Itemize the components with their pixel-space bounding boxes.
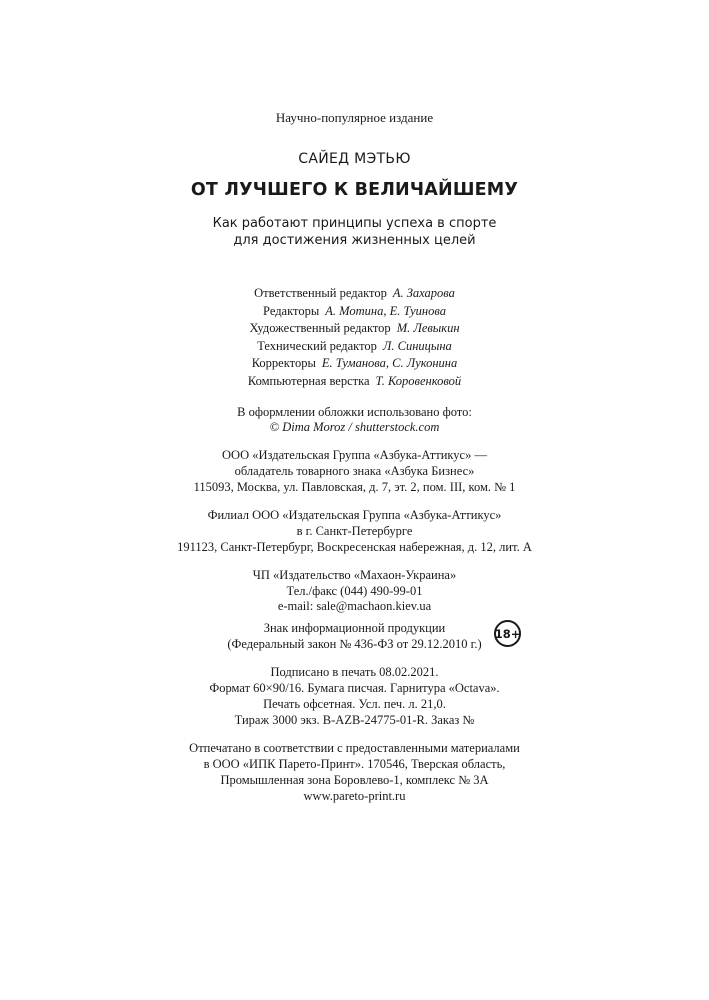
cover-photo-note: В оформлении обложки использовано фото: — [237, 405, 472, 419]
credit-role: Компьютерная верстка — [247, 373, 370, 388]
credit-role: Корректоры — [251, 356, 316, 370]
printer-line-2: в ООО «ИПК Парето-Принт». 170546, Тверская область, — [203, 757, 506, 771]
printer-line-3: Промышленная зона Боровлево-1, комплекс № 3А — [220, 773, 489, 787]
credit-names: М. Левыкин — [396, 321, 460, 335]
print-format: Формат 60×90/16. Бумага писчая. Гарнитура «Octava». — [209, 681, 500, 695]
printer-website: www.pareto-print.ru — [303, 789, 406, 803]
branch-line-1: Филиал ООО «Издательская Группа «Азбука-Аттикус» — [207, 508, 502, 522]
printer-line-1: Отпечатано в соответствии с предоставленными материалами — [189, 741, 520, 755]
print-run: Тираж 3000 экз. B-AZB-24775-01-R. Заказ № — [234, 713, 475, 727]
credit-role: Ответственный редактор — [254, 286, 387, 300]
cover-photo-credit: © Dima Moroz / shutterstock.com — [269, 420, 440, 434]
ukraine-phone: Тел./факс (044) 490-99-01 — [286, 584, 423, 598]
credit-names: Т. Коровенковой — [375, 373, 462, 388]
credit-row — [0, 285, 709, 303]
book-title: ОТ ЛУЧШЕГО К ВЕЛИЧАЙШЕМУ — [190, 180, 519, 200]
publisher-address: 115093, Москва, ул. Павловская, д. 7, эт. 2, пом. III, ком. № 1 — [193, 480, 516, 494]
credit-role: Художественный редактор — [249, 321, 391, 335]
ukraine-email: e-mail: sale@machaon.kiev.ua — [277, 599, 432, 613]
credit-row — [0, 373, 709, 391]
ukraine-publisher: ЧП «Издательство «Махаон-Украина» — [252, 568, 457, 582]
credit-names: Е. Туманова, С. Луконина — [321, 356, 458, 370]
subtitle-line-2: для достижения жизненных целей — [233, 233, 476, 248]
credit-names: Л. Синицына — [382, 338, 452, 353]
print-signed: Подписано в печать 08.02.2021. — [270, 665, 439, 679]
branch-address: 191123, Санкт-Петербург, Воскресенская набережная, д. 12, лит. А — [177, 540, 532, 554]
credit-row — [0, 355, 709, 373]
credit-role: Технический редактор — [257, 338, 377, 353]
genre-label: Научно-популярное издание — [275, 110, 434, 125]
credit-row — [0, 320, 709, 338]
publisher-line-2: обладатель товарного знака «Азбука Бизнес» — [234, 464, 475, 478]
age-rating-badge: 18+ — [494, 620, 521, 647]
credit-row — [0, 338, 709, 356]
credit-row — [0, 303, 709, 321]
credit-names: А. Захарова — [392, 286, 455, 300]
credits-list — [0, 285, 709, 390]
credit-role: Редакторы — [263, 303, 320, 318]
branch-line-2: в г. Санкт-Петербурге — [296, 524, 413, 538]
publisher-line-1: ООО «Издательская Группа «Азбука-Аттикус» — — [222, 448, 487, 462]
info-sign-line-1: Знак информационной продукции — [263, 621, 446, 635]
print-method: Печать офсетная. Усл. печ. л. 21,0. — [263, 697, 446, 711]
info-sign-line-2: (Федеральный закон № 436-ФЗ от 29.12.2010 г.) — [227, 637, 482, 651]
author-name: САЙЕД МЭТЬЮ — [298, 151, 411, 167]
subtitle-line-1: Как работают принципы успеха в спорте — [212, 216, 497, 231]
credit-names: А. Мотина, Е. Туинова — [325, 303, 446, 318]
